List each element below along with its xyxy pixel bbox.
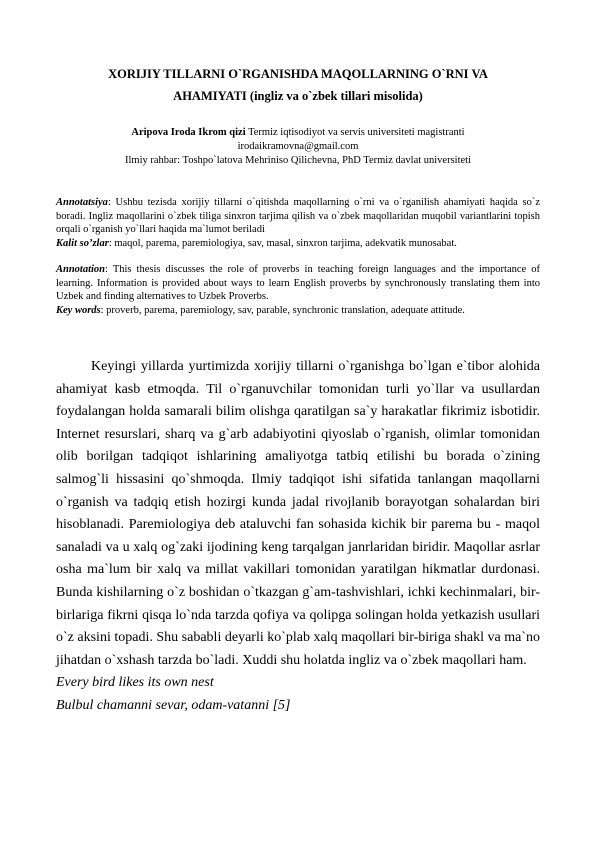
supervisor-line: Ilmiy rahbar: Toshpo`latova Mehriniso Qilichevna, PhD Termiz davlat universiteti — [124, 155, 472, 166]
author-email: irodaikramovna@gmail.com — [237, 141, 359, 152]
title-line-1: XORIJIY TILLARNI O`RGANISHDA MAQOLLARNING O`RNI VA — [108, 67, 488, 81]
author-block — [56, 126, 540, 168]
proverb-example-uzbek: Bulbul chamanni sevar, odam-vatanni [5] — [56, 697, 291, 713]
author-affiliation: Termiz iqtisodiyot va servis universiteti magistranti — [245, 127, 465, 138]
proverb-example-english: Every bird likes its own nest — [56, 675, 214, 691]
keywords-en-label: Key words — [56, 304, 101, 316]
title-line-2: AHAMIYATI (ingliz va o`zbek tillari misolida) — [173, 89, 423, 103]
abstract-uz-paragraph — [56, 196, 540, 237]
abstract-uzbek — [56, 196, 540, 250]
keywords-uz-paragraph — [56, 237, 540, 251]
author-line — [56, 126, 540, 140]
abstract-en-paragraph — [56, 263, 540, 304]
paper-title — [56, 63, 540, 107]
abstract-uz-label: Annotatsiya — [56, 197, 108, 208]
main-body — [56, 356, 540, 718]
keywords-en-paragraph — [56, 304, 540, 318]
body-paragraph: Keyingi yillarda yurtimizda xorijiy tillarni o`rganishga bo`lgan e`tibor alohida ahamiyat kasb etmoqda. Til o`rganuvchilar tomonidan turli yo`llar va usullardan foydalangan holda samarali bilim olishga qaratilgan sa`y harakatlar fikrimiz isbotidir. Internet resurslari, sharq va g`arb adabiyotini qiyoslab o`rganish, olimlar tomonidan olib borilgan tadqiqot ishlarining amaliyotga tatbiq etilishi bu borada o`zining salmog`li hissasini qo`shmoqda. Ilmiy tadqiqot ishi sifatida tanlangan maqollarni o`rganish va tadqiq etish hozirgi kunda jadal rivojlanib borayotgan sohalardan biri hisoblanadi. Paremiologiya deb ataluvchi fan sohasida kichik bir parema bu - maqol sanaladi va u xalq og`zaki ijodining keng tarqalgan janrlaridan biridir. Maqollar asrlar osha ma`lum bir xalq va millat vakillari tomonidan yaratilgan hikmatlar durdonasi. Bunda kishilarning o`z boshidan o`tkazgan g`am-tashvishlari, ichki kechinmalari, bir-birlariga fikrni qisqa lo`nda tarzda qofiya va qolipga solingan holda yetkazish usullari o`z aksini topadi. Shu sababli deyarli ko`plab xalq maqollari bir-biriga shakl va ma`no jihatdan o`xshash tarzda bo`ladi. Xuddi shu holatda ingliz va o`zbek maqollari ham. — [56, 359, 540, 668]
keywords-uz-label: Kalit so’zlar — [56, 237, 109, 249]
abstract-en-text: : This thesis discusses the role of proverbs in teaching foreign languages and the importance of learning. Information is provided about ways to learn English proverbs by synchronously translating them into Uzbek and finding alternatives to Uzbek Proverbs. — [56, 264, 540, 303]
abstract-uz-text: : Ushbu tezisda xorijiy tillarni o`qitishda maqollarning o`rni va o`rganilish ahamiyati haqida so`z boradi. Ingliz maqollarini o`zbek tiliga sinxron tarjima qilish va o`zbek maqollaridan muqobil variantlarini topish orqali o`rganish yo`llari haqida ma`lumot beriladi — [56, 197, 540, 236]
abstract-en-label: Annotation — [56, 264, 106, 275]
abstract-english — [56, 263, 540, 317]
keywords-en-text: : proverb, parema, paremiology, sav, parable, synchronic translation, adequate attitude. — [100, 304, 465, 316]
keywords-uz-text: : maqol, parema, paremiologiya, sav, masal, sinxron tarjima, adekvatik munosabat. — [108, 237, 457, 249]
author-name: Aripova Iroda Ikrom qizi — [131, 127, 246, 138]
